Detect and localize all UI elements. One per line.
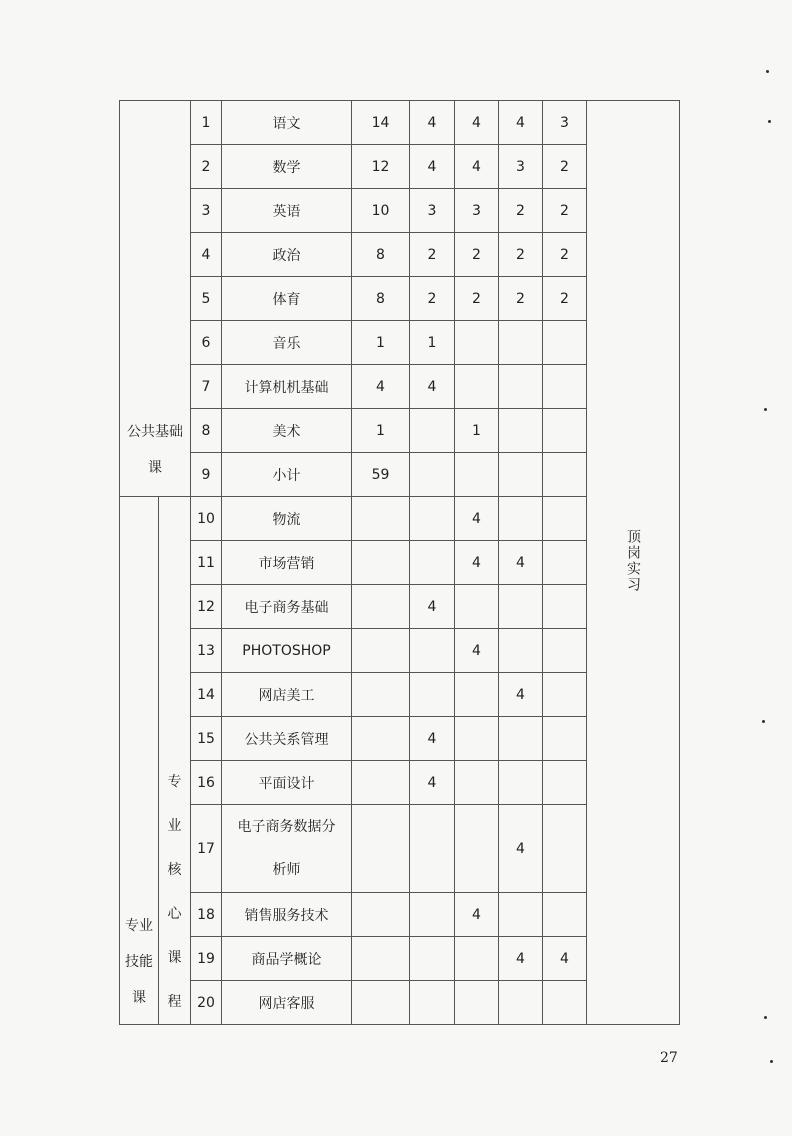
hours-total [352,761,410,805]
scan-speck [766,70,769,73]
row-number: 7 [191,365,222,409]
hours-semester-3 [499,409,543,453]
course-name: 市场营销 [222,541,352,585]
hours-semester-1: 2 [410,277,455,321]
hours-total [352,585,410,629]
row-number: 18 [191,893,222,937]
hours-semester-3: 2 [499,189,543,233]
hours-semester-3 [499,497,543,541]
hours-total: 12 [352,145,410,189]
hours-semester-4: 2 [543,233,587,277]
hours-semester-4 [543,629,587,673]
course-name: 公共关系管理 [222,717,352,761]
hours-semester-2 [455,453,499,497]
course-name: 语文 [222,101,352,145]
hours-semester-1: 1 [410,321,455,365]
hours-semester-2 [455,321,499,365]
hours-semester-3 [499,453,543,497]
row-number: 4 [191,233,222,277]
course-name: 音乐 [222,321,352,365]
hours-semester-1: 4 [410,717,455,761]
hours-semester-3 [499,717,543,761]
row-number: 12 [191,585,222,629]
row-number: 9 [191,453,222,497]
subcategory-core-label: 专 业 核 心 课 程 [167,774,182,1010]
hours-total: 4 [352,365,410,409]
hours-semester-2: 4 [455,893,499,937]
hours-total [352,937,410,981]
subcategory-core-cell [159,497,191,1025]
hours-semester-4 [543,453,587,497]
hours-semester-4 [543,717,587,761]
hours-semester-1 [410,453,455,497]
hours-semester-2: 4 [455,541,499,585]
hours-semester-3 [499,981,543,1025]
row-number: 1 [191,101,222,145]
course-name: PHOTOSHOP [222,629,352,673]
hours-semester-1: 3 [410,189,455,233]
hours-total [352,981,410,1025]
hours-semester-3: 3 [499,145,543,189]
hours-semester-4 [543,981,587,1025]
course-name: 计算机机基础 [222,365,352,409]
row-number: 6 [191,321,222,365]
scan-speck [762,720,765,723]
hours-total [352,541,410,585]
hours-total [352,893,410,937]
hours-semester-2 [455,585,499,629]
hours-semester-1 [410,629,455,673]
scan-speck [764,1016,767,1019]
hours-semester-1 [410,805,455,893]
hours-semester-1 [410,937,455,981]
hours-total: 8 [352,277,410,321]
course-name: 电子商务数据分 析师 [222,805,352,893]
row-number: 19 [191,937,222,981]
hours-semester-2 [455,673,499,717]
hours-semester-3: 2 [499,233,543,277]
hours-semester-1: 4 [410,365,455,409]
hours-total: 14 [352,101,410,145]
row-number: 17 [191,805,222,893]
hours-semester-3: 4 [499,101,543,145]
row-number: 10 [191,497,222,541]
hours-semester-1: 2 [410,233,455,277]
hours-total [352,497,410,541]
row-number: 13 [191,629,222,673]
hours-total: 8 [352,233,410,277]
hours-semester-3 [499,585,543,629]
hours-total: 1 [352,409,410,453]
internship-label: 顶岗实习 [625,528,641,593]
course-name: 英语 [222,189,352,233]
page-number: 27 [660,1050,678,1066]
course-name: 物流 [222,497,352,541]
course-name: 网店客服 [222,981,352,1025]
row-number: 2 [191,145,222,189]
hours-semester-3: 4 [499,937,543,981]
hours-semester-2: 4 [455,145,499,189]
row-number: 8 [191,409,222,453]
hours-total [352,805,410,893]
course-name: 电子商务基础 [222,585,352,629]
course-name: 商品学概论 [222,937,352,981]
category-professional-label: 专业 技能 课 [125,918,153,1006]
hours-semester-2: 4 [455,629,499,673]
hours-semester-1 [410,893,455,937]
hours-total [352,717,410,761]
hours-semester-4: 2 [543,145,587,189]
row-number: 5 [191,277,222,321]
row-number: 11 [191,541,222,585]
hours-semester-3: 4 [499,673,543,717]
course-name: 美术 [222,409,352,453]
hours-semester-1 [410,981,455,1025]
row-number: 16 [191,761,222,805]
row-number: 15 [191,717,222,761]
hours-semester-3: 4 [499,805,543,893]
hours-total [352,673,410,717]
course-name: 小计 [222,453,352,497]
hours-semester-4: 4 [543,937,587,981]
hours-semester-1: 4 [410,761,455,805]
hours-semester-3 [499,321,543,365]
table-row [120,101,680,145]
course-name: 平面设计 [222,761,352,805]
hours-semester-4 [543,893,587,937]
hours-semester-2: 4 [455,101,499,145]
hours-semester-2: 3 [455,189,499,233]
category-professional-cell [120,497,159,1025]
hours-semester-3: 2 [499,277,543,321]
hours-semester-2 [455,937,499,981]
hours-semester-2: 4 [455,497,499,541]
hours-semester-4: 2 [543,277,587,321]
category-public-label: 公共基础 课 [127,424,183,476]
row-number: 20 [191,981,222,1025]
hours-total: 1 [352,321,410,365]
hours-semester-1 [410,409,455,453]
course-name: 网店美工 [222,673,352,717]
hours-semester-2: 2 [455,277,499,321]
hours-semester-2 [455,717,499,761]
course-name: 数学 [222,145,352,189]
curriculum-table [119,100,680,1025]
hours-semester-2: 2 [455,233,499,277]
hours-semester-4: 2 [543,189,587,233]
hours-total [352,629,410,673]
scan-speck [770,1060,773,1063]
hours-semester-4 [543,805,587,893]
hours-total: 59 [352,453,410,497]
hours-semester-3: 4 [499,541,543,585]
hours-semester-2 [455,761,499,805]
course-name: 销售服务技术 [222,893,352,937]
hours-semester-4 [543,365,587,409]
course-name: 体育 [222,277,352,321]
hours-semester-1: 4 [410,585,455,629]
hours-semester-2 [455,365,499,409]
hours-semester-4 [543,585,587,629]
course-name: 政治 [222,233,352,277]
hours-semester-1 [410,497,455,541]
hours-semester-4 [543,761,587,805]
hours-semester-4: 3 [543,101,587,145]
scan-speck [764,408,767,411]
row-number: 3 [191,189,222,233]
hours-semester-4 [543,321,587,365]
hours-semester-1 [410,673,455,717]
hours-semester-3 [499,629,543,673]
category-public-cell [120,101,191,497]
hours-semester-3 [499,761,543,805]
hours-total: 10 [352,189,410,233]
hours-semester-4 [543,409,587,453]
scan-speck [768,120,771,123]
hours-semester-2 [455,981,499,1025]
hours-semester-1: 4 [410,145,455,189]
hours-semester-2: 1 [455,409,499,453]
row-number: 14 [191,673,222,717]
hours-semester-1: 4 [410,101,455,145]
hours-semester-4 [543,541,587,585]
hours-semester-3 [499,365,543,409]
internship-cell [587,101,680,1025]
hours-semester-2 [455,805,499,893]
hours-semester-4 [543,673,587,717]
hours-semester-3 [499,893,543,937]
hours-semester-4 [543,497,587,541]
hours-semester-1 [410,541,455,585]
